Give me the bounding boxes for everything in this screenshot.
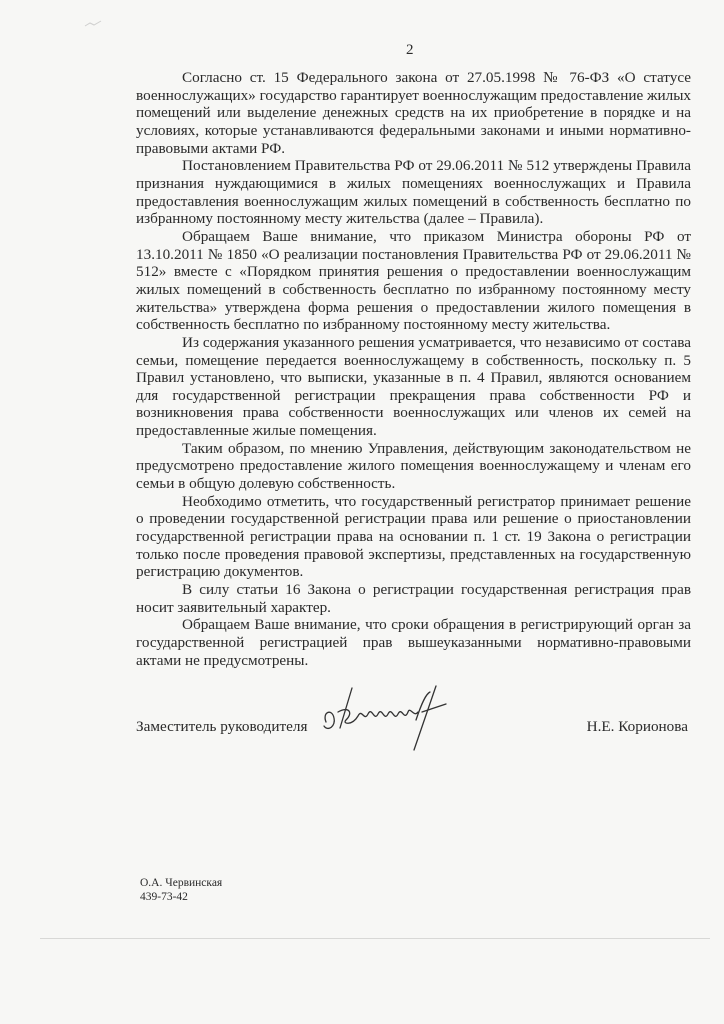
executor-info [140,876,222,904]
paragraph: Из содержания указанного решения усматривается, что независимо от состава семьи, помещение передается военнослужащему в собственность, поскольку п. 5 Правил установлено, что выписки, указанные в п. 4 Правил, являются основанием для государственной регистрации прекращения права собственности РФ и возникновения права собственности военнослужащих или членов их семей на предоставленные жилые помещения. [136,333,691,440]
paragraph: Необходимо отметить, что государственный регистратор принимает решение о проведении государственной регистрации права или решение о приостановлении государственной регистрации права на основании п. 1 ст. 19 Закона о регистрации только после проведения правовой экспертизы, представленных на государственную регистрацию документов. [136,492,691,581]
paragraph: В силу статьи 16 Закона о регистрации государственная регистрация прав носит заявительный характер. [136,581,691,616]
signatory-title: Заместитель руководителя [136,718,308,735]
signatory-name: Н.Е. Корионова [586,718,688,735]
scan-fold-line [40,938,710,939]
paragraph: Постановлением Правительства РФ от 29.06.2011 № 512 утверждены Правила признания нуждающимися в жилых помещениях военнослужащих и Правила предоставления военнослужащим жилых помещений в собственность бесплатно по избранному постоянному месту жительства (далее – Правила). [136,157,691,228]
executor-phone: 439-73-42 [140,891,188,903]
paragraph: Обращаем Ваше внимание, что сроки обращения в регистрирующий орган за государственной регистрацией прав вышеуказанными нормативно-правовыми актами не предусмотрены. [136,616,691,669]
paragraph: Таким образом, по мнению Управления, действующим законодательством не предусмотрено предоставление жилого помещения военнослужащему и членам его семьи в общую долевую собственность. [136,439,691,493]
handwritten-signature [318,682,453,752]
executor-name: О.А. Червинская [140,877,223,889]
page-number: 2 [406,42,414,58]
letter-body [136,69,691,669]
paragraph: Согласно ст. 15 Федерального закона от 27.05.1998 № 76-ФЗ «О статусе военнослужащих» государство гарантирует военнослужащим предоставление жилых помещений или выделение денежных средств на их приобретение в порядке и на условиях, которые устанавливаются федеральными законами и иными нормативно-правовыми актами РФ. [136,69,691,157]
paragraph: Обращаем Ваше внимание, что приказом Министра обороны РФ от 13.10.2011 № 1850 «О реализации постановления Правительства РФ от 29.06.2011 № 512» вместе с «Порядком принятия решения о предоставлении военнослужащим жилых помещений в собственность бесплатно по избранному постоянному месту жительства» утверждена форма решения о предоставлении жилого помещения в собственность бесплатно по избранному постоянному месту жительства. [136,227,691,334]
scan-speck [84,20,102,28]
